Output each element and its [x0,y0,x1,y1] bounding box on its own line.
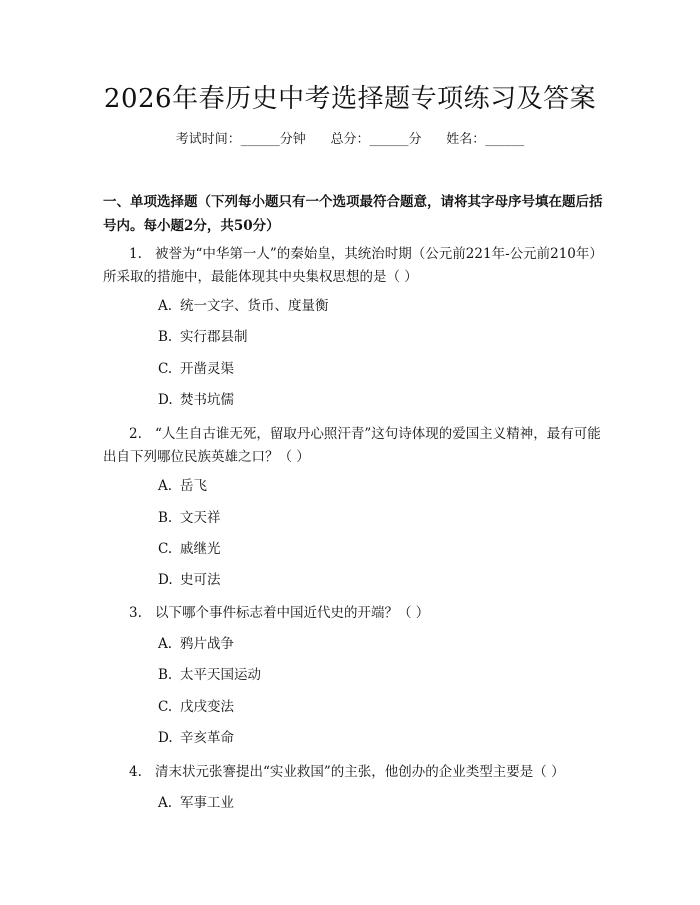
option-letter: A. [158,795,173,811]
question-text: “人生自古谁无死，留取丹心照汗青”这句诗体现的爱国主义精神，最有可能出自下列哪位民族英雄之口？（ ） [103,426,601,465]
question-number: 3. [129,605,142,621]
question-text: 清末状元张謇提出“实业救国”的主张，他创办的企业类型主要是（ ） [155,764,565,780]
option-1d [158,390,234,410]
exam-info-line: 考试时间：______分钟 总分：______分 姓名：______ [175,132,525,147]
option-text: 实行郡县制 [180,329,248,345]
option-text: 统一文字、货币、度量衡 [180,298,329,314]
option-text: 开凿灵渠 [180,361,234,377]
question-number: 1. [129,246,142,262]
option-3b [158,665,261,685]
option-letter: B. [158,329,173,345]
option-3a [158,634,234,654]
option-1a [158,296,329,316]
question-3 [103,602,603,625]
option-letter: A. [158,636,173,652]
option-text: 鸦片战争 [180,636,234,652]
option-text: 辛亥革命 [180,730,234,746]
option-text: 岳飞 [180,478,207,494]
option-text: 戊戌变法 [180,699,234,715]
option-letter: D. [158,730,173,746]
option-1b [158,327,248,347]
option-letter: C. [158,361,173,377]
option-letter: A. [158,478,173,494]
option-2d [158,570,221,590]
question-4 [103,761,603,784]
option-1c [158,359,234,379]
section-heading: 一、单项选择题（下列每小题只有一个选项最符合题意，请将其字母序号填在题后括号内。每小题2分，共50分） [103,194,603,234]
option-letter: D. [158,392,173,408]
option-letter: B. [158,510,173,526]
option-letter: C. [158,699,173,715]
option-letter: B. [158,667,173,683]
option-letter: C. [158,541,173,557]
option-4a [158,793,234,813]
option-text: 文天祥 [180,510,221,526]
document-title: 2026年春历史中考选择题专项练习及答案 [103,84,597,114]
option-text: 军事工业 [180,795,234,811]
option-3d [158,728,234,748]
question-2 [103,423,603,469]
option-text: 太平天国运动 [180,667,261,683]
question-1 [103,243,603,289]
option-3c [158,697,234,717]
option-text: 焚书坑儒 [180,392,234,408]
option-2c [158,539,221,559]
option-letter: D. [158,572,173,588]
question-text: 以下哪个事件标志着中国近代史的开端？（ ） [155,605,430,621]
question-number: 2. [129,426,142,442]
option-2a [158,476,207,496]
question-text: 被誉为“中华第一人”的秦始皇，其统治时期（公元前221年-公元前210年）所采取的措施中，最能体现其中央集权思想的是（ ） [103,246,603,285]
question-number: 4. [129,764,142,780]
option-text: 戚继光 [180,541,221,557]
option-letter: A. [158,298,173,314]
option-text: 史可法 [180,572,221,588]
option-2b [158,508,221,528]
